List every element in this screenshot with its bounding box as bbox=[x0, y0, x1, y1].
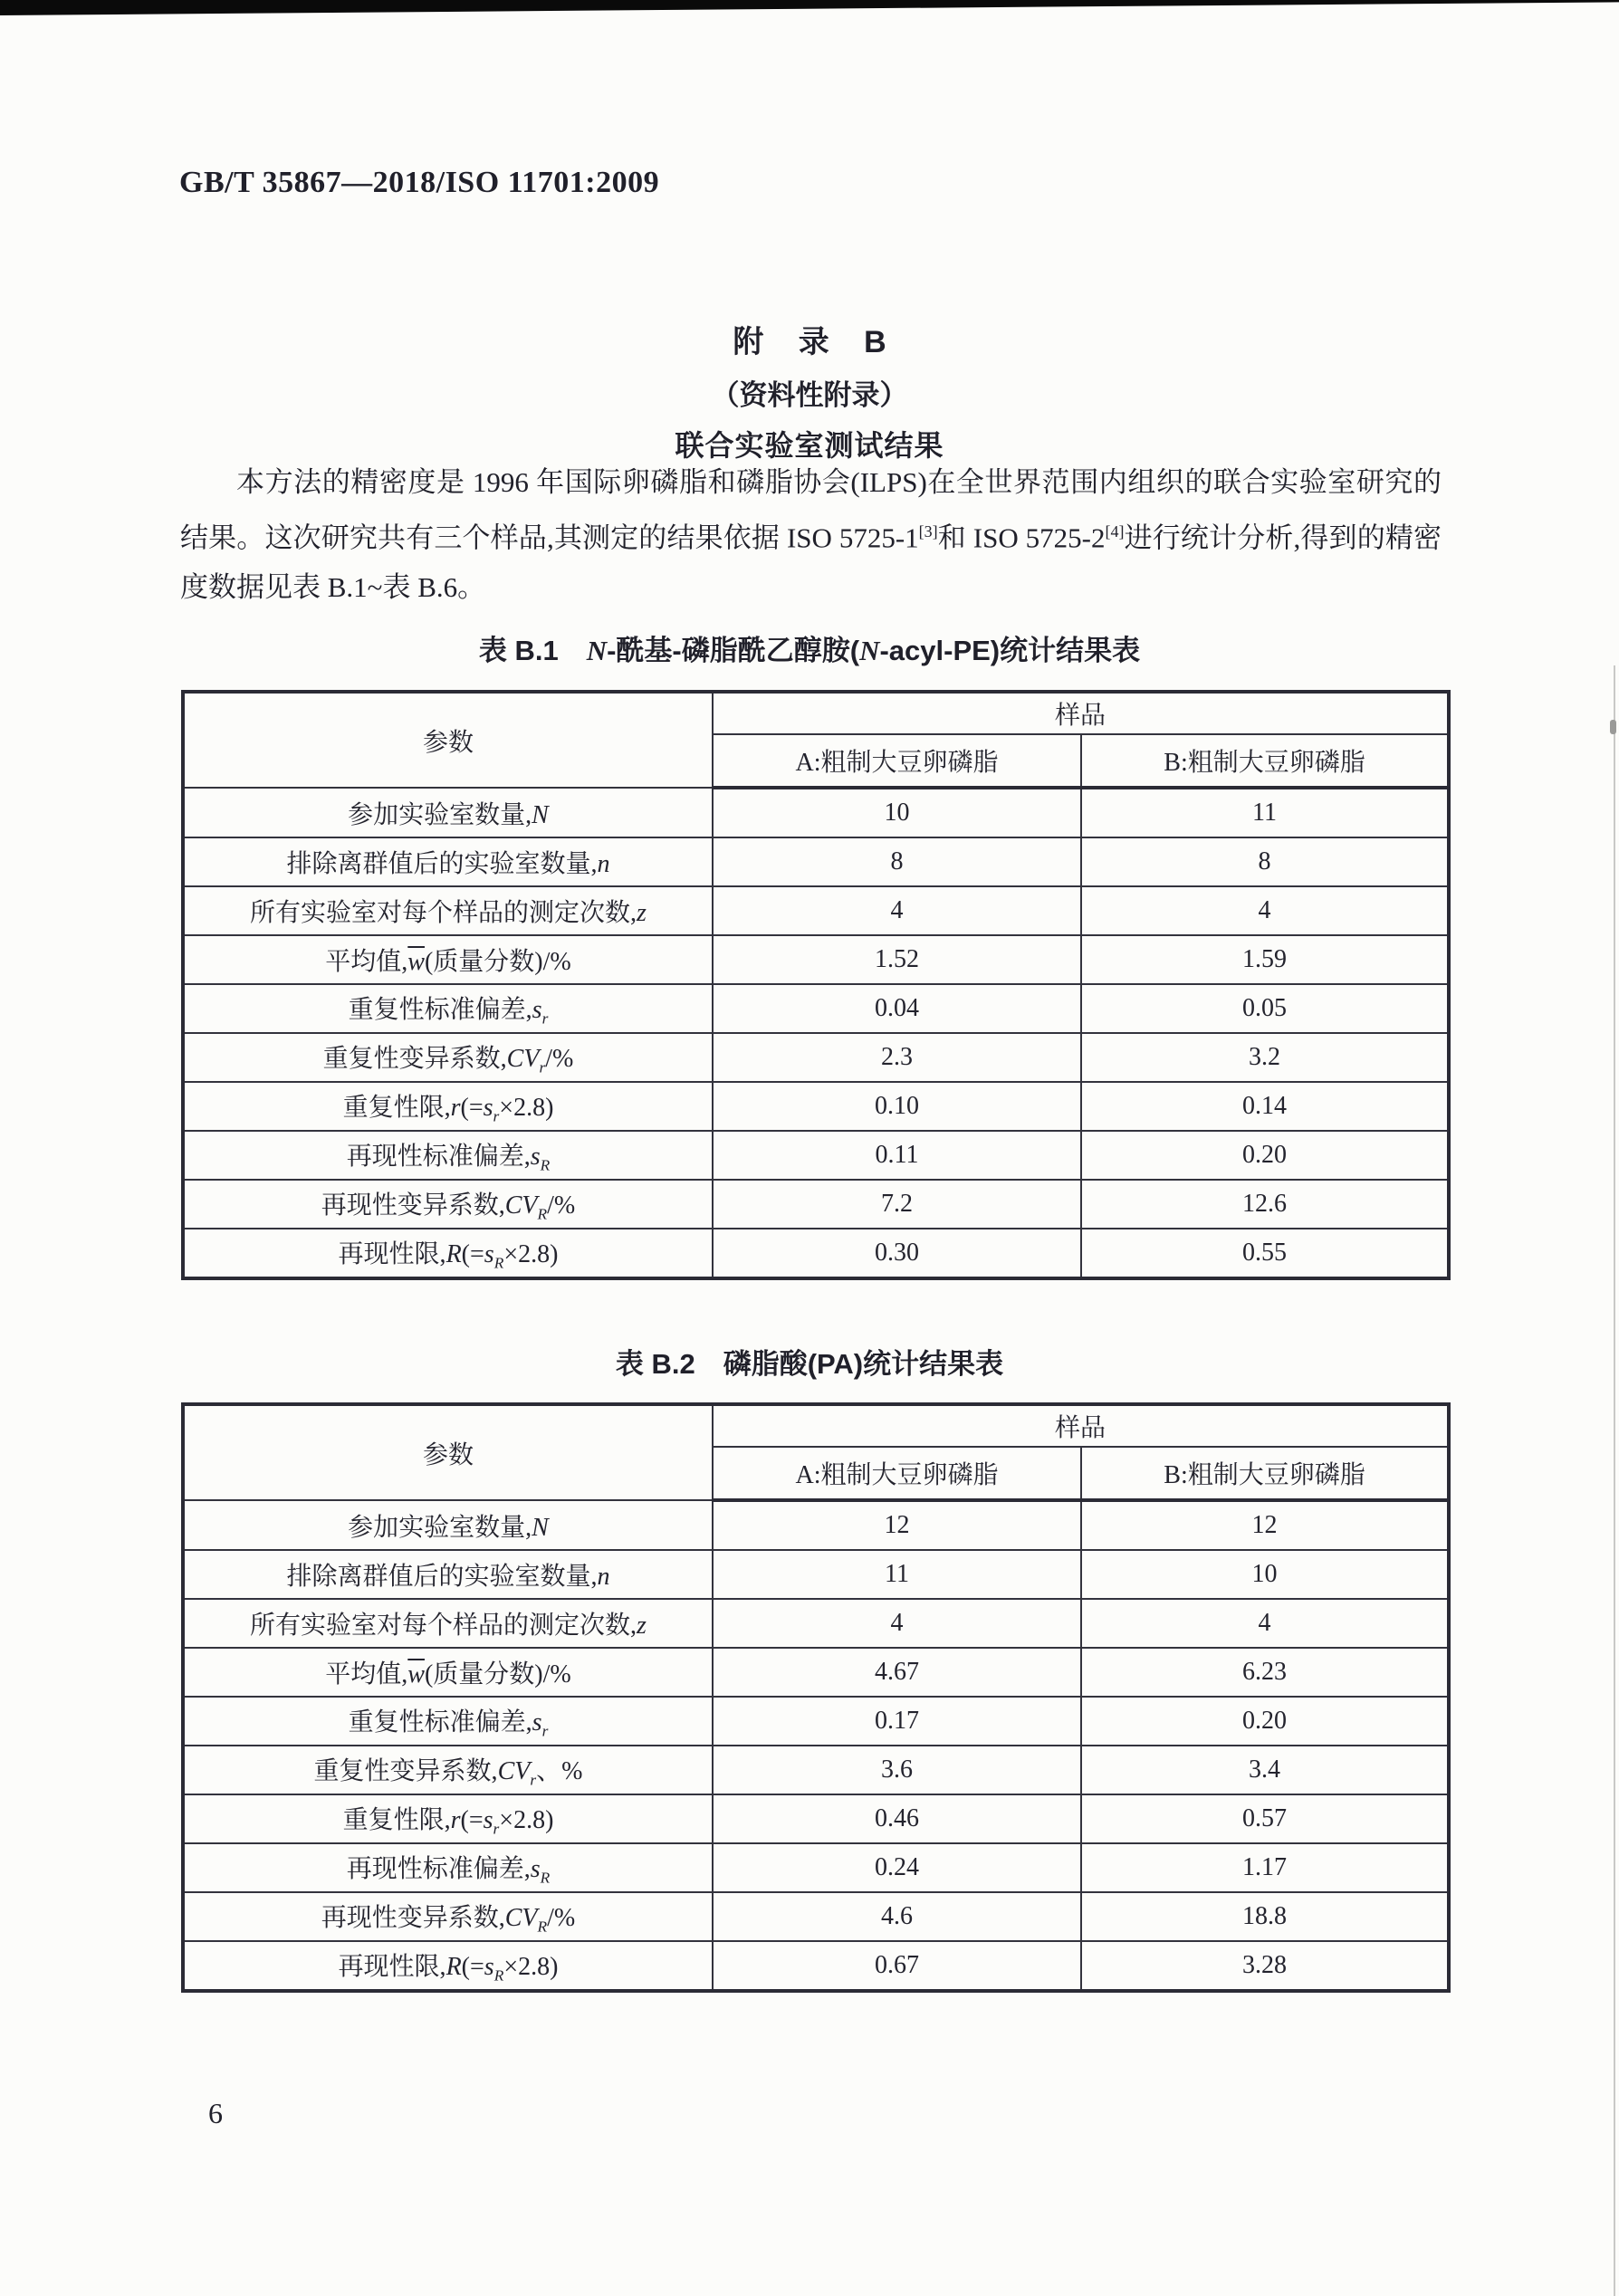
param-label: 排除离群值后的实验室数量,n bbox=[183, 837, 713, 886]
table-b2 bbox=[181, 1402, 1451, 1993]
table-header-row bbox=[183, 1404, 1449, 1447]
value-cell: 10 bbox=[1081, 1550, 1449, 1599]
param-label: 参加实验室数量,N bbox=[183, 1500, 713, 1550]
column-header-parameter: 参数 bbox=[183, 692, 713, 788]
param-label: 平均值$,\overline{w}$(质量分数)/% bbox=[183, 935, 713, 984]
intro-paragraph: 本方法的精密度是 1996 年国际卵磷脂和磷脂协会(ILPS)在全世界范围内组织的联合实验室研究的结果。这次研究共有三个样品,其测定的结果依据 ISO 5725-1[3]和 ISO 5725-2[4]进行统计分析,得到的精密度数据见表 B.1~表 B.6。 bbox=[180, 466, 1442, 604]
table-row bbox=[183, 1082, 1449, 1131]
value-cell: 12 bbox=[713, 1500, 1081, 1550]
value-cell: 0.04 bbox=[713, 984, 1081, 1033]
value-cell: 4.67 bbox=[713, 1648, 1081, 1697]
value-cell: 12 bbox=[1081, 1500, 1449, 1550]
value-cell: 0.57 bbox=[1081, 1794, 1449, 1843]
table-row bbox=[183, 984, 1449, 1033]
table-row bbox=[183, 1794, 1449, 1843]
scan-edge-top-artifact bbox=[0, 0, 1619, 15]
table-row bbox=[183, 1500, 1449, 1550]
table-row bbox=[183, 1648, 1449, 1697]
param-label: 重复性限$,r(=s_r\times 2.8)$ bbox=[183, 1794, 713, 1843]
value-cell: 0.10 bbox=[713, 1082, 1081, 1131]
value-cell: 6.23 bbox=[1081, 1648, 1449, 1697]
value-cell: 0.24 bbox=[713, 1843, 1081, 1892]
param-label: 所有实验室对每个样品的测定次数,z bbox=[183, 1599, 713, 1648]
param-label: 重复性变异系数$,CV_r$、% bbox=[183, 1746, 713, 1794]
table-row bbox=[183, 1229, 1449, 1278]
param-label: 排除离群值后的实验室数量,n bbox=[183, 1550, 713, 1599]
value-cell: 3.2 bbox=[1081, 1033, 1449, 1082]
table-row bbox=[183, 1180, 1449, 1229]
annex-title: 附 录 B bbox=[733, 325, 886, 359]
value-cell: 4 bbox=[713, 1599, 1081, 1648]
table-b2-caption: 表 B.2 磷脂酸(PA)统计结果表 bbox=[615, 1348, 1004, 1380]
table-row bbox=[183, 1697, 1449, 1746]
value-cell: 0.20 bbox=[1081, 1697, 1449, 1746]
value-cell: 0.14 bbox=[1081, 1082, 1449, 1131]
param-label: 再现性变异系数$,CV_R/\%$ bbox=[183, 1180, 713, 1229]
value-cell: 0.30 bbox=[713, 1229, 1081, 1278]
value-cell: 0.46 bbox=[713, 1794, 1081, 1843]
param-label: 重复性限$,r(=s_r\times 2.8)$ bbox=[183, 1082, 713, 1131]
value-cell: 8 bbox=[713, 837, 1081, 886]
value-cell: 4.6 bbox=[713, 1892, 1081, 1941]
value-cell: 0.55 bbox=[1081, 1229, 1449, 1278]
value-cell: 0.17 bbox=[713, 1697, 1081, 1746]
table-row bbox=[183, 1599, 1449, 1648]
param-label: 再现性标准偏差$,s_R$ bbox=[183, 1843, 713, 1892]
value-cell: 3.4 bbox=[1081, 1746, 1449, 1794]
table-row bbox=[183, 935, 1449, 984]
param-label: 参加实验室数量,N bbox=[183, 788, 713, 837]
table-b1-caption: 表 B.1 N-酰基-磷脂酰乙醇胺(N-acyl-PE)统计结果表 bbox=[478, 635, 1141, 666]
column-header-parameter: 参数 bbox=[183, 1404, 713, 1500]
param-label: 重复性标准偏差$,s_r$ bbox=[183, 1697, 713, 1746]
value-cell: 1.59 bbox=[1081, 935, 1449, 984]
column-header-sample-b: B:粗制大豆卵磷脂 bbox=[1081, 1447, 1449, 1500]
value-cell: 4 bbox=[1081, 1599, 1449, 1648]
table-row bbox=[183, 837, 1449, 886]
column-header-sample-a: A:粗制大豆卵磷脂 bbox=[713, 734, 1081, 788]
param-label: 平均值$,\overline{w}$(质量分数)/% bbox=[183, 1648, 713, 1697]
value-cell: 0.20 bbox=[1081, 1131, 1449, 1180]
value-cell: 11 bbox=[1081, 788, 1449, 837]
param-label: 再现性变异系数$,CV_R/\%$ bbox=[183, 1892, 713, 1941]
scan-edge-right-artifact bbox=[1614, 665, 1615, 2296]
value-cell: 3.6 bbox=[713, 1746, 1081, 1794]
table-header-row bbox=[183, 692, 1449, 734]
annex-subtitle: （资料性附录） bbox=[711, 379, 908, 411]
param-label: 再现性限$,R(=s_R\times 2.8)$ bbox=[183, 1941, 713, 1991]
table-row bbox=[183, 1550, 1449, 1599]
standard-number: GB/T 35867—2018/ISO 11701:2009 bbox=[179, 166, 660, 199]
value-cell: 3.28 bbox=[1081, 1941, 1449, 1991]
table-row bbox=[183, 1892, 1449, 1941]
table-row bbox=[183, 1033, 1449, 1082]
value-cell: 0.05 bbox=[1081, 984, 1449, 1033]
table-row bbox=[183, 788, 1449, 837]
annex-title-block bbox=[0, 317, 1619, 464]
value-cell: 4 bbox=[1081, 886, 1449, 935]
column-header-sample-a: A:粗制大豆卵磷脂 bbox=[713, 1447, 1081, 1500]
value-cell: 12.6 bbox=[1081, 1180, 1449, 1229]
param-label: 再现性限$,R(=s_R\times 2.8)$ bbox=[183, 1229, 713, 1278]
scan-edge-notch-artifact bbox=[1610, 720, 1616, 734]
value-cell: 0.67 bbox=[713, 1941, 1081, 1991]
table-row bbox=[183, 1746, 1449, 1794]
table-row bbox=[183, 1941, 1449, 1991]
table-row bbox=[183, 1131, 1449, 1180]
value-cell: 1.52 bbox=[713, 935, 1081, 984]
page-number: 6 bbox=[208, 2097, 223, 2129]
table-b1 bbox=[181, 690, 1451, 1280]
value-cell: 4 bbox=[713, 886, 1081, 935]
param-label: 重复性标准偏差$,s_r$ bbox=[183, 984, 713, 1033]
column-header-sample-b: B:粗制大豆卵磷脂 bbox=[1081, 734, 1449, 788]
table-row bbox=[183, 886, 1449, 935]
column-header-sample: 样品 bbox=[713, 692, 1449, 734]
value-cell: 8 bbox=[1081, 837, 1449, 886]
param-label: 重复性变异系数$,CV_r/\%$ bbox=[183, 1033, 713, 1082]
value-cell: 0.11 bbox=[713, 1131, 1081, 1180]
value-cell: 7.2 bbox=[713, 1180, 1081, 1229]
annex-heading: 联合实验室测试结果 bbox=[675, 429, 944, 462]
column-header-sample: 样品 bbox=[713, 1404, 1449, 1447]
table-row bbox=[183, 1843, 1449, 1892]
value-cell: 18.8 bbox=[1081, 1892, 1449, 1941]
value-cell: 10 bbox=[713, 788, 1081, 837]
value-cell: 2.3 bbox=[713, 1033, 1081, 1082]
value-cell: 11 bbox=[713, 1550, 1081, 1599]
param-label: 再现性标准偏差$,s_R$ bbox=[183, 1131, 713, 1180]
param-label: 所有实验室对每个样品的测定次数,z bbox=[183, 886, 713, 935]
value-cell: 1.17 bbox=[1081, 1843, 1449, 1892]
